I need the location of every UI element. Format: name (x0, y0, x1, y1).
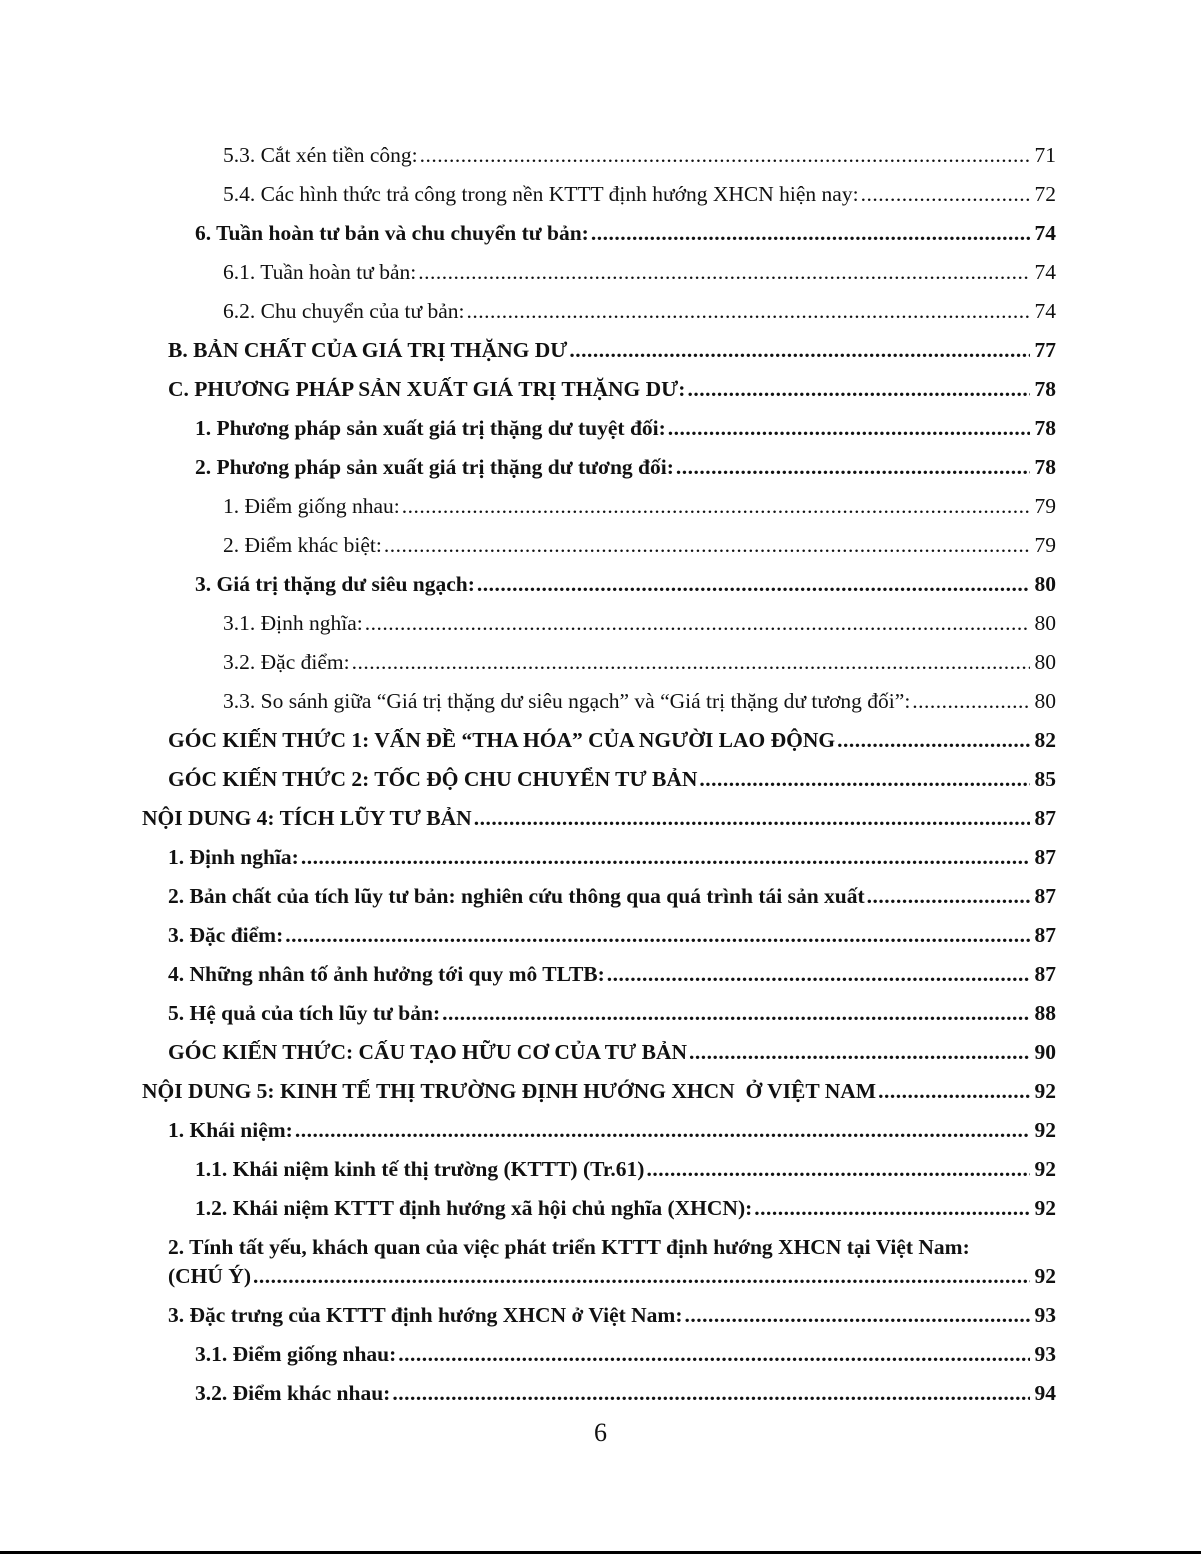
toc-entry[interactable] (0, 331, 1201, 370)
toc-entry[interactable] (0, 253, 1201, 292)
toc-entry-title: 3.1. Định nghĩa: (223, 611, 363, 635)
toc-entry-title: 3. Giá trị thặng dư siêu ngạch: (195, 572, 475, 596)
toc-entry-page: 82 (1034, 728, 1056, 752)
toc-entry-title: NỘI DUNG 5: KINH TẾ THỊ TRƯỜNG ĐỊNH HƯỚNG XHCN Ở VIỆT NAM (142, 1079, 877, 1103)
toc-entry-title: 4. Những nhân tố ảnh hưởng tới quy mô TLTB: (168, 962, 605, 986)
toc-entry[interactable] (0, 1111, 1201, 1150)
dot-leader (861, 175, 1030, 214)
toc-entry-page: 87 (1034, 884, 1056, 908)
toc-entry-page: 79 (1034, 533, 1056, 557)
dot-leader (607, 955, 1030, 994)
toc-entry[interactable] (0, 838, 1201, 877)
dot-leader (676, 448, 1030, 487)
toc-entry-title: GÓC KIẾN THỨC 2: TỐC ĐỘ CHU CHUYỂN TƯ BẢN (168, 767, 698, 791)
toc-entry[interactable] (0, 604, 1201, 643)
toc-entry[interactable] (0, 955, 1201, 994)
dot-leader (878, 1072, 1030, 1111)
toc-entry[interactable] (0, 916, 1201, 955)
toc-entry[interactable] (0, 1189, 1201, 1228)
toc-entry-title: 1. Điểm giống nhau: (223, 494, 400, 518)
dot-leader (912, 682, 1030, 721)
dot-leader (253, 1257, 1030, 1296)
toc-entry-page: 74 (1034, 299, 1056, 323)
dot-leader (365, 604, 1030, 643)
toc-entry-page: 93 (1034, 1342, 1056, 1366)
toc-entry-title: 1. Định nghĩa: (168, 845, 299, 869)
toc-entry[interactable] (0, 1374, 1201, 1413)
dot-leader (689, 1033, 1030, 1072)
toc-entry[interactable] (0, 565, 1201, 604)
toc-entry-title: C. PHƯƠNG PHÁP SẢN XUẤT GIÁ TRỊ THẶNG DƯ: (168, 377, 686, 401)
toc-entry[interactable] (0, 175, 1201, 214)
dot-leader (285, 916, 1030, 955)
toc-entry-page: 80 (1034, 650, 1056, 674)
toc-entry-page: 72 (1034, 182, 1056, 206)
toc-entry-page: 80 (1034, 611, 1056, 635)
toc-entry-page: 87 (1034, 845, 1056, 869)
toc-entry-page: 79 (1034, 494, 1056, 518)
toc-entry[interactable] (0, 370, 1201, 409)
toc-entry[interactable] (0, 760, 1201, 799)
toc-entry[interactable] (0, 292, 1201, 331)
toc-entry-page: 78 (1034, 416, 1056, 440)
toc-entry[interactable] (0, 994, 1201, 1033)
page-number: 6 (594, 1418, 607, 1447)
toc-entry-title: 2. Điểm khác biệt: (223, 533, 382, 557)
dot-leader (352, 643, 1030, 682)
toc-entry[interactable] (0, 409, 1201, 448)
dot-leader (301, 838, 1030, 877)
toc-entry-page: 92 (1034, 1079, 1056, 1103)
toc-entry[interactable] (0, 1072, 1201, 1111)
toc-entry[interactable] (0, 487, 1201, 526)
toc-entry-page: 90 (1034, 1040, 1056, 1064)
dot-leader (569, 331, 1030, 370)
toc-entry-page: 74 (1034, 260, 1056, 284)
dot-leader (754, 1189, 1030, 1228)
dot-leader (668, 409, 1030, 448)
toc-entry[interactable] (0, 526, 1201, 565)
toc-entry-page: 85 (1034, 767, 1056, 791)
toc-entry-page: 92 (1034, 1196, 1056, 1220)
toc-entry-title: 1. Khái niệm: (168, 1118, 293, 1142)
toc-entry[interactable] (0, 1033, 1201, 1072)
toc-entry-title: NỘI DUNG 4: TÍCH LŨY TƯ BẢN (142, 806, 472, 830)
toc-entry-title: 3.2. Điểm khác nhau: (195, 1381, 391, 1405)
toc-entry-page: 93 (1034, 1303, 1056, 1327)
toc-entry[interactable] (0, 682, 1201, 721)
toc-entry-title: 2. Phương pháp sản xuất giá trị thặng dư tương đối: (195, 455, 674, 479)
dot-leader (699, 760, 1030, 799)
toc-entry-title: 3.3. So sánh giữa “Giá trị thặng dư siêu ngạch” và “Giá trị thặng dư tương đối”: (223, 689, 911, 713)
toc-entry[interactable] (0, 1335, 1201, 1374)
toc-entry-title: B. BẢN CHẤT CỦA GIÁ TRỊ THẶNG DƯ (168, 338, 568, 362)
dot-leader (867, 877, 1030, 916)
toc-entry-title: 3.2. Đặc điểm: (223, 650, 350, 674)
toc-entry-page: 78 (1034, 455, 1056, 479)
dot-leader (398, 1335, 1030, 1374)
toc-entry-title: 5. Hệ quả của tích lũy tư bản: (168, 1001, 441, 1025)
toc-entry-page: 88 (1034, 1001, 1056, 1025)
toc-entry-title: 5.4. Các hình thức trả công trong nền KTTT định hướng XHCN hiện nay: (223, 182, 859, 206)
toc-entry[interactable] (0, 214, 1201, 253)
toc-entry-title-continued: (CHÚ Ý) (168, 1264, 251, 1288)
toc-entry-title: 2. Bản chất của tích lũy tư bản: nghiên cứu thông qua quá trình tái sản xuất (168, 884, 865, 908)
toc-entry[interactable] (0, 643, 1201, 682)
toc-entry-page: 74 (1034, 221, 1056, 245)
dot-leader (384, 526, 1030, 565)
toc-entry-title: 5.3. Cắt xén tiền công: (223, 143, 418, 167)
toc-entry-title: 3. Đặc điểm: (168, 923, 284, 947)
toc-entry-title: 1.2. Khái niệm KTTT định hướng xã hội chủ nghĩa (XHCN): (195, 1196, 753, 1220)
dot-leader (392, 1374, 1030, 1413)
toc-entry-title: 3.1. Điểm giống nhau: (195, 1342, 397, 1366)
toc-entry-page: 92 (1034, 1264, 1056, 1288)
toc-entry[interactable] (0, 448, 1201, 487)
toc-entry[interactable] (0, 1150, 1201, 1189)
dot-leader (591, 214, 1030, 253)
toc-entry-title: 1. Phương pháp sản xuất giá trị thặng dư tuyệt đối: (195, 416, 666, 440)
toc-entry-title: GÓC KIẾN THỨC: CẤU TẠO HỮU CƠ CỦA TƯ BẢN (168, 1040, 688, 1064)
toc-entry-title: GÓC KIẾN THỨC 1: VẤN ĐỀ “THA HÓA” CỦA NGƯỜI LAO ĐỘNG (168, 728, 836, 752)
toc-entry-page: 92 (1034, 1157, 1056, 1181)
dot-leader (837, 721, 1030, 760)
toc-entry-page: 71 (1034, 143, 1056, 167)
toc-entry-page: 87 (1034, 806, 1056, 830)
dot-leader (442, 994, 1030, 1033)
toc-entry[interactable] (0, 136, 1201, 175)
toc-entry-title: 3. Đặc trưng của KTTT định hướng XHCN ở Việt Nam: (168, 1303, 683, 1327)
dot-leader (477, 565, 1030, 604)
dot-leader (295, 1111, 1030, 1150)
toc-entry-title: 6.2. Chu chuyển của tư bản: (223, 299, 465, 323)
dot-leader (474, 799, 1030, 838)
dot-leader (685, 1296, 1031, 1335)
dot-leader (646, 1150, 1030, 1189)
toc-entry-page: 94 (1034, 1381, 1056, 1405)
toc-entry-title: 6.1. Tuần hoàn tư bản: (223, 260, 417, 284)
toc-entry[interactable] (0, 799, 1201, 838)
toc-entry-page: 92 (1034, 1118, 1056, 1142)
toc-entry[interactable] (0, 721, 1201, 760)
toc-entry[interactable] (0, 1228, 1201, 1296)
table-of-contents (0, 136, 1201, 1413)
toc-entry-page: 78 (1034, 377, 1056, 401)
toc-entry-page: 80 (1034, 689, 1056, 713)
dot-leader (418, 253, 1030, 292)
dot-leader (402, 487, 1030, 526)
toc-entry-page: 87 (1034, 962, 1056, 986)
toc-entry-title: 6. Tuần hoàn tư bản và chu chuyển tư bản: (195, 221, 589, 245)
toc-entry[interactable] (0, 877, 1201, 916)
toc-entry-page: 87 (1034, 923, 1056, 947)
toc-entry[interactable] (0, 1296, 1201, 1335)
toc-entry-title: 2. Tính tất yếu, khách quan của việc phát triển KTTT định hướng XHCN tại Việt Nam: (168, 1235, 970, 1259)
toc-entry-title: 1.1. Khái niệm kinh tế thị trường (KTTT) (Tr.61) (195, 1157, 645, 1181)
toc-entry-page: 77 (1034, 338, 1056, 362)
dot-leader (687, 370, 1030, 409)
dot-leader (420, 136, 1030, 175)
toc-entry-page: 80 (1034, 572, 1056, 596)
dot-leader (467, 292, 1030, 331)
